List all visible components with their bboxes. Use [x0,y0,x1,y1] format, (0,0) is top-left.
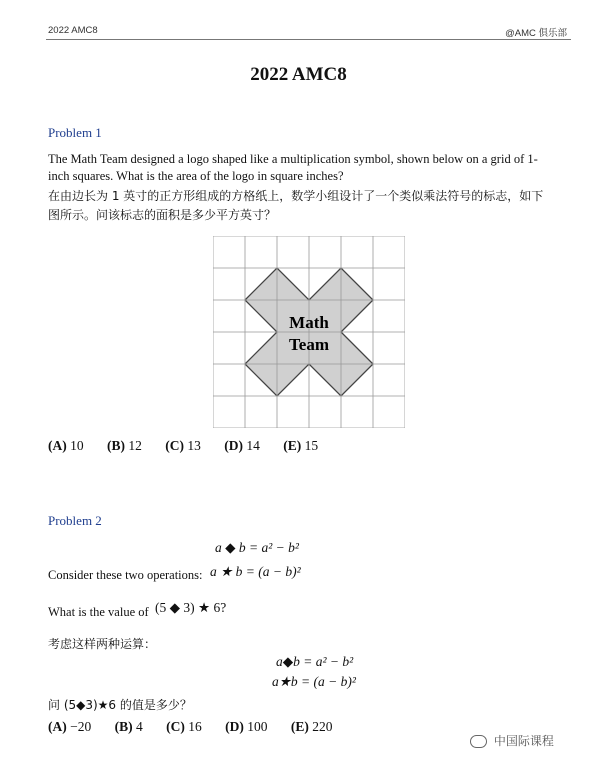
question-expression: (5 ◆ 3) ★ 6? [155,600,227,615]
consider-text: Consider these two operations: [48,568,203,582]
problem-2-heading: Problem 2 [48,513,102,528]
operation-diamond: a ◆ b = a² − b² [215,540,299,555]
operation-star: a ★ b = (a − b)² [210,564,301,579]
problem-1-heading: Problem 1 [48,125,102,140]
choice-d[interactable]: (D) 100 [225,719,268,734]
cn-question: 问 (5◆3)★6 的值是多少？ [48,698,192,712]
problem-1-choices [48,438,318,454]
choice-a[interactable]: (A) 10 [48,438,84,453]
watermark: 中国际课程 [470,732,554,749]
choice-c[interactable]: (C) 13 [165,438,201,453]
math-team-logo-grid [213,236,405,428]
choice-c[interactable]: (C) 16 [166,719,202,734]
header-right: @AMC 俱乐部 [505,28,567,39]
logo-text-math: Math [289,313,329,332]
header-left: 2022 AMC8 [48,25,98,36]
cn-operation-star: a★b = (a − b)² [272,674,356,689]
grid-lines [213,236,405,428]
choice-b[interactable]: (B) 4 [114,719,143,734]
wechat-icon [470,735,487,748]
header-rule [46,39,571,40]
choice-e[interactable]: (E) 15 [283,438,319,453]
page-title: 2022 AMC8 [250,64,347,85]
choice-d[interactable]: (D) 14 [224,438,260,453]
choice-b[interactable]: (B) 12 [107,438,142,453]
problem-1-text-cn-2: 图所示。问该标志的面积是多少平方英寸？ [48,208,277,222]
cn-consider-text: 考虑这样两种运算： [48,637,157,651]
problem-1-text-en-1: The Math Team designed a logo shaped like a multiplication symbol, shown below on a grid of 1- [48,152,538,166]
question-prefix: What is the value of [48,605,149,619]
choice-e[interactable]: (E) 220 [290,719,333,734]
cn-operation-diamond: a◆b = a² − b² [276,654,354,669]
logo-text-team: Team [289,335,329,354]
problem-1-text-en-2: inch squares. What is the area of the logo in square inches? [48,169,344,183]
choice-a[interactable]: (A) −20 [48,719,92,734]
problem-2-choices [48,719,333,735]
problem-1-text-cn-1: 在由边长为 1 英寸的正方形组成的方格纸上，数学小组设计了一个类似乘法符号的标志，如下 [48,189,544,203]
